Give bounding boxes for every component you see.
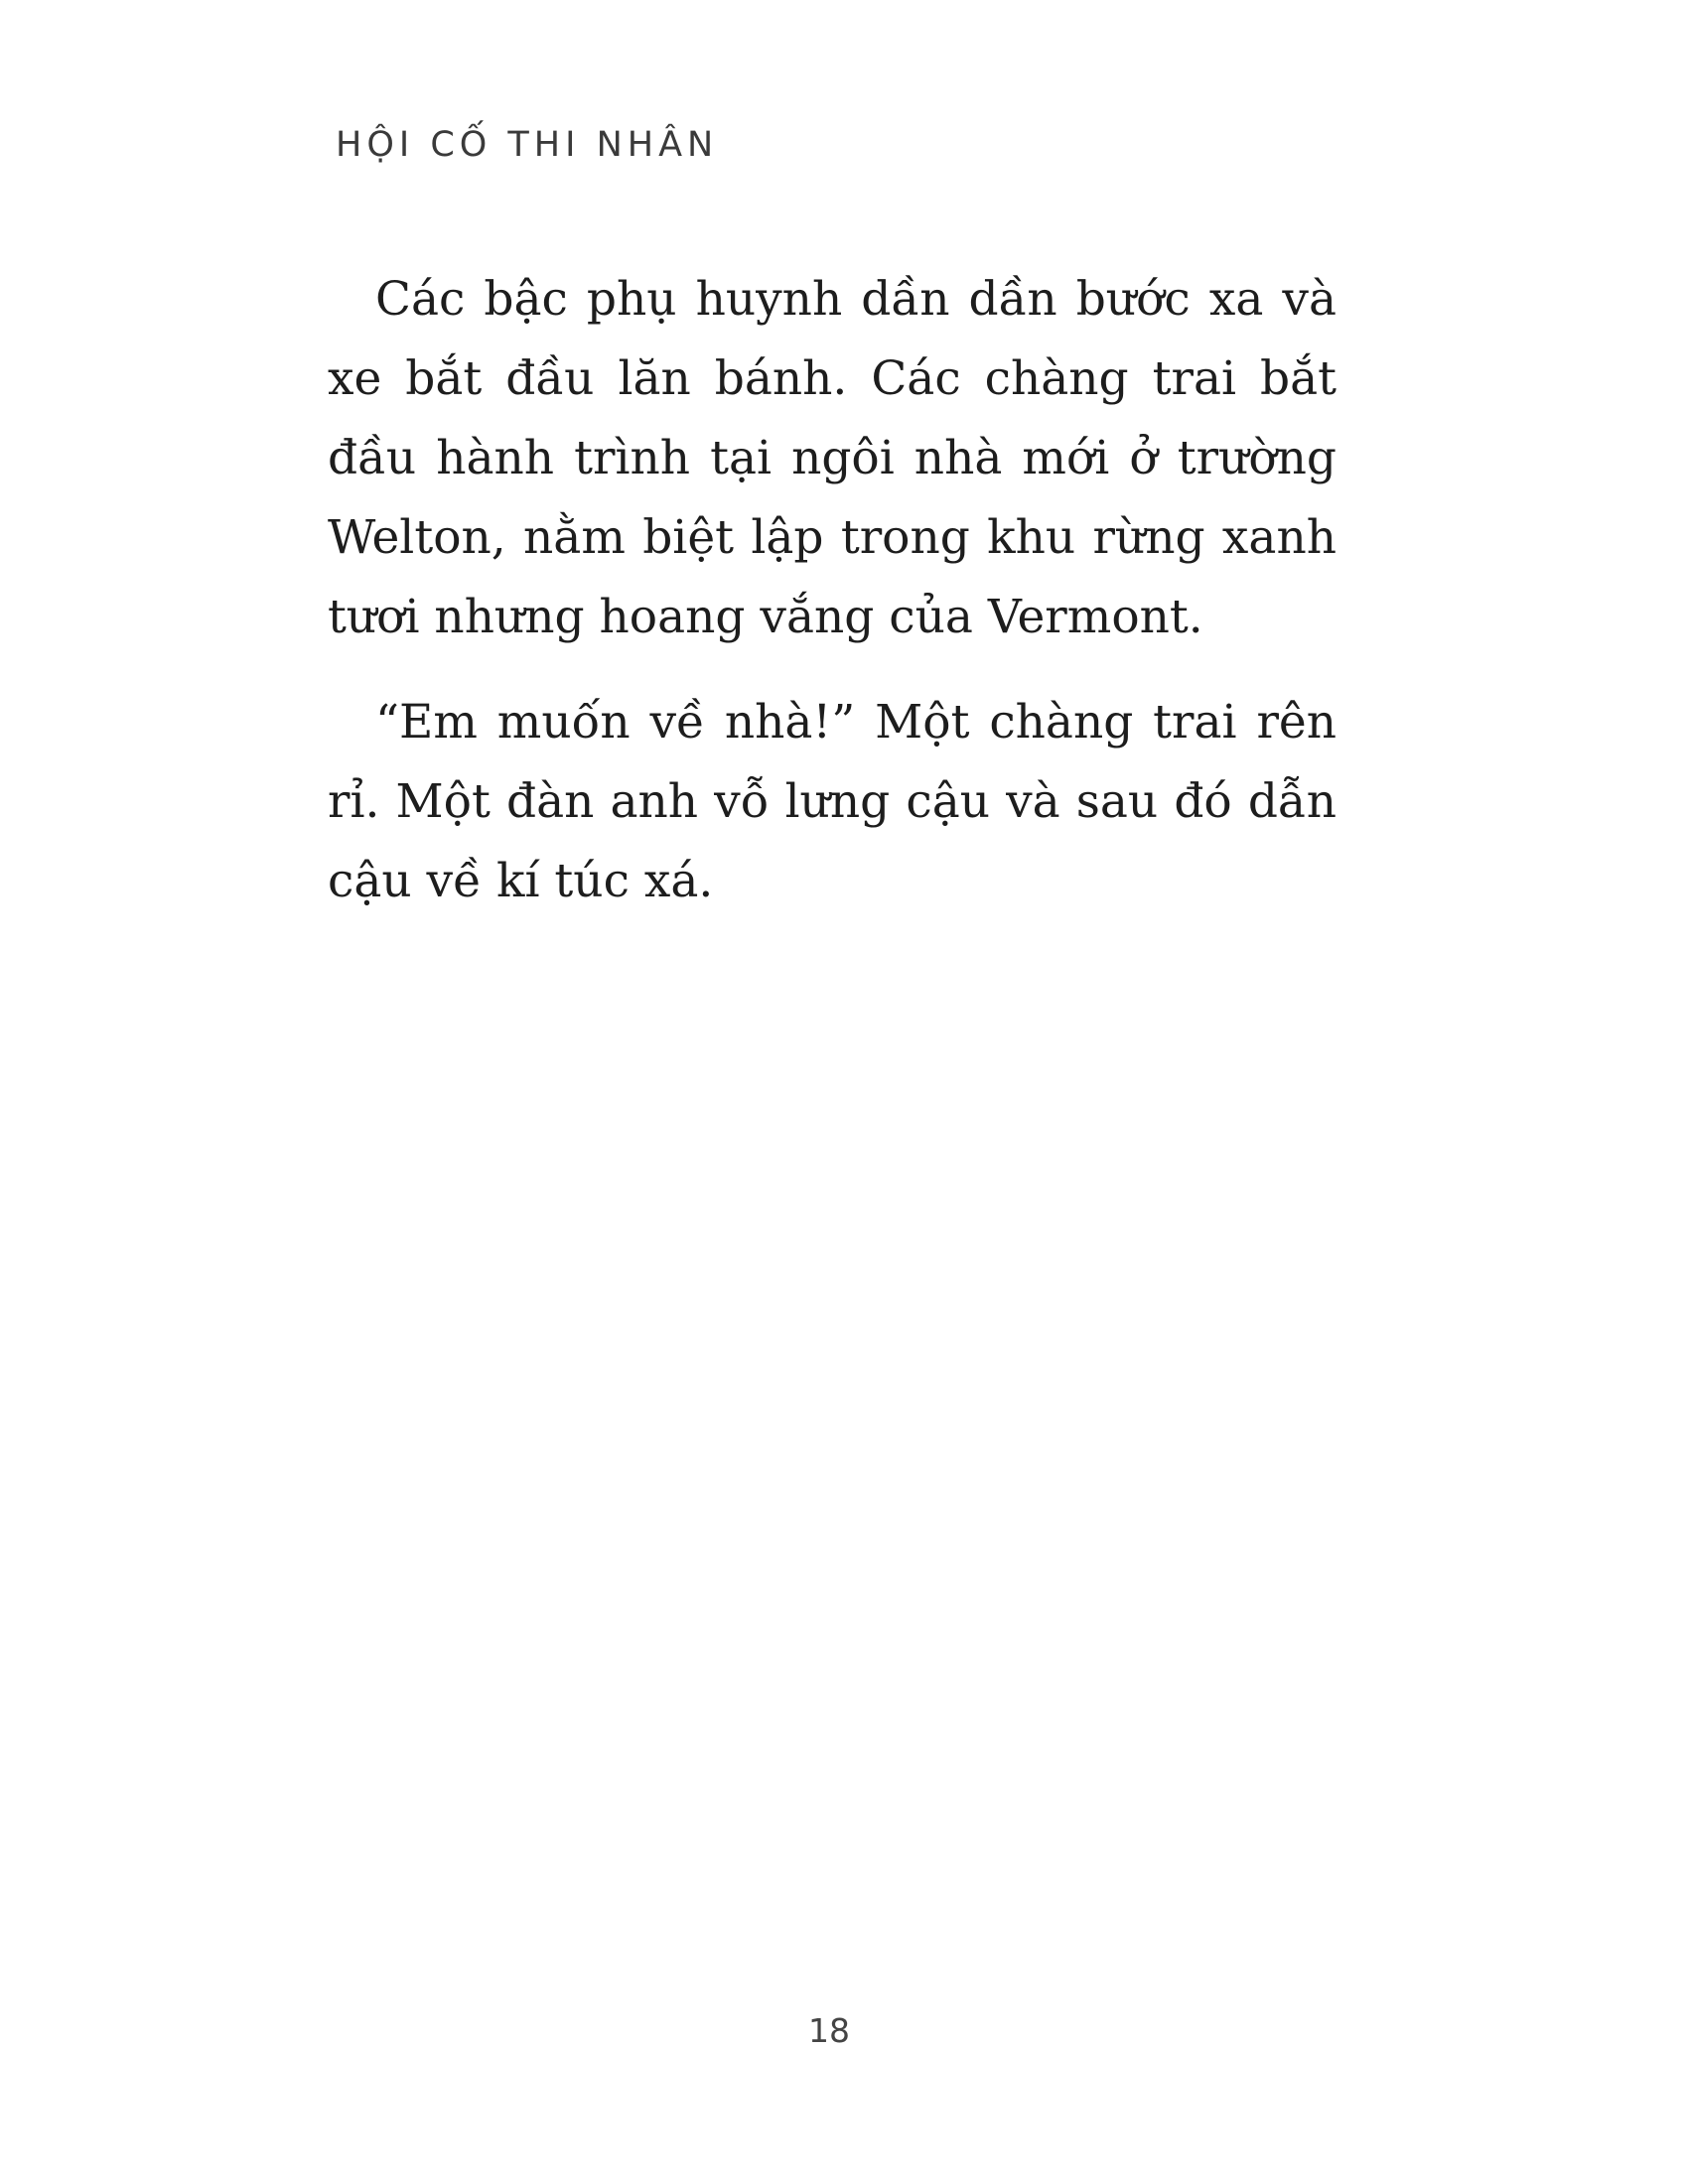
paragraph: Các bậc phụ huynh dần dần bước xa và xe bắt đầu lăn bánh. Các chàng trai bắt đầu hành trình tại ngôi nhà mới ở trường Welton, nằm biệt lập trong khu rừng xanh tươi nhưng hoang vắng của Vermont. [328,272,1336,644]
body-text [328,260,1336,921]
page-number: 18 [808,2011,850,2050]
paragraph: “Em muốn về nhà!” Một chàng trai rên rỉ. Một đàn anh vỗ lưng cậu và sau đó dẫn cậu về kí túc xá. [328,695,1336,908]
running-header: HỘI CỐ THI NHÂN [336,125,719,165]
